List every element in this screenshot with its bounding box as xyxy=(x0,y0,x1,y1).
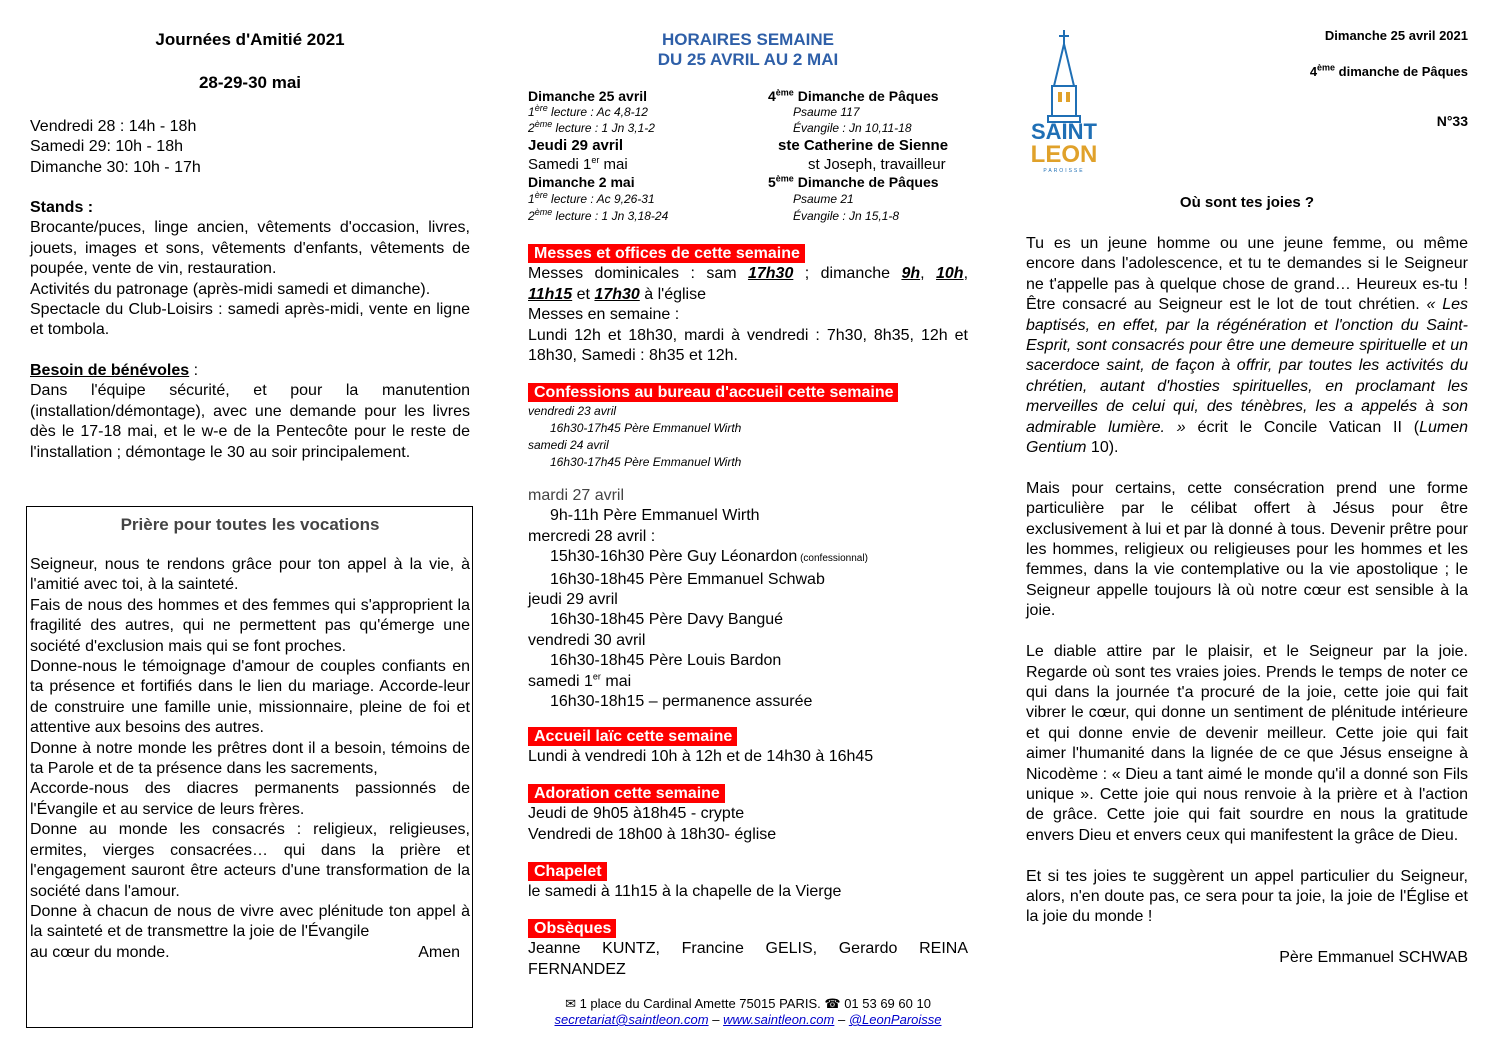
chapelet-text: le samedi à 11h15 à la chapelle de la Vierge xyxy=(528,883,842,901)
footer-links: secretariat@saintleon.com – www.saintleon.com – @LeonParoisse xyxy=(554,1012,942,1027)
stands-heading: Stands : xyxy=(30,199,94,216)
stands-text: Brocante/puces, linge ancien, vêtements d'occasion, livres, jouets, images et sons, vêtements d'enfants, vêtements de poupée, vente de vin, restauration. xyxy=(30,219,470,278)
accueil-heading: Accueil laïc cette semaine xyxy=(528,727,737,746)
obseques-section xyxy=(528,919,968,980)
horaires-title-line1: HORAIRES SEMAINE xyxy=(662,30,834,49)
journees-title: Journées d'Amitié 2021 xyxy=(155,30,345,49)
editorial-body xyxy=(1026,234,1468,969)
liturgy-day xyxy=(528,156,968,174)
confession-slot: 16h30-18h45 Père Emmanuel Schwab xyxy=(550,570,825,588)
prayer-paragraph: Accorde-nous des diacres permanents passionnés de l'Évangile et au service de leurs frères. xyxy=(30,780,470,818)
confession-day: mercredi 28 avril : xyxy=(528,527,656,545)
masses-sunday-line: Messes dominicales : sam 17h30 ; dimanche 9h, 10h, xyxy=(528,265,969,283)
psalm: Psaume 117 xyxy=(793,105,860,119)
horaires-title xyxy=(528,30,968,70)
footer-address: 1 place du Cardinal Amette 75015 PARIS. xyxy=(579,996,821,1011)
bulletin-sunday: 4ème dimanche de Pâques xyxy=(1309,62,1468,79)
logo-saint: SAINT xyxy=(1031,119,1097,144)
confession-day: vendredi 30 avril xyxy=(528,631,646,649)
prayer-paragraph: Donne au monde les consacrés : religieux, religieuses, ermites, vierges consacrées… qui dans la prière et l'engagement sauront être acteurs d'une transformation de la société dans l'amour. xyxy=(30,821,470,900)
confessions-week xyxy=(528,486,968,712)
journees-dates: 28-29-30 mai xyxy=(198,73,302,92)
liturgy-day xyxy=(528,88,968,104)
editorial-title: Où sont tes joies ? xyxy=(1179,194,1315,211)
adoration-section xyxy=(528,784,968,845)
hours-list xyxy=(30,117,470,178)
confession-day: jeudi 29 avril xyxy=(528,591,618,609)
accueil-text: Lundi à vendredi 10h à 12h et de 14h30 à 16h45 xyxy=(528,748,874,766)
masses-weekday-text: Lundi 12h et 18h30, mardi à vendredi : 7h30, 8h35, 12h et 18h30, Samedi : 8h35 et 12h. xyxy=(528,326,968,365)
gospel: Évangile : Jn 15,1-8 xyxy=(793,208,900,223)
prayer-paragraphs xyxy=(30,555,470,963)
prayer-last-text: au cœur du monde. xyxy=(30,943,170,961)
masses-heading: Messes et offices de cette semaine xyxy=(528,244,805,263)
masses-sunday-line2: 11h15 et 17h30 à l'église xyxy=(528,285,706,303)
prayer-paragraph: Donne à chacun de nous de vivre avec plénitude ton appel à la sainteté et de transmettre la joie de l'Évangile xyxy=(30,902,470,941)
editorial-signature: Père Emmanuel SCHWAB xyxy=(1279,949,1468,967)
confession-slot: 16h30-18h45 Père Louis Bardon xyxy=(550,652,782,670)
liturgy-calendar xyxy=(528,88,968,224)
confession-day: samedi 1er mai xyxy=(528,671,632,690)
liturgy-day-date: Samedi 1er mai xyxy=(528,155,628,174)
gospel: Évangile : Jn 10,11-18 xyxy=(793,121,912,136)
masses-section xyxy=(528,244,968,366)
prayer-paragraph: Donne à notre monde les prêtres dont il a besoin, témoins de ta Parole et de ta présence dans les sacrements, xyxy=(30,739,470,778)
volunteers-section xyxy=(30,361,470,463)
liturgy-day-feast: st Joseph, travailleur xyxy=(808,156,946,174)
liturgy-day xyxy=(528,136,968,156)
obseques-text: Jeanne KUNTZ, Francine GELIS, Gerardo REINA FERNANDEZ xyxy=(528,940,968,978)
liturgy-day xyxy=(528,174,968,191)
confession-slot: 16h30-18h45 Père Davy Bangué xyxy=(550,611,784,629)
editorial-paragraph: Le diable attire par le plaisir, et le Seigneur par la joie. Regarde où sont tes vraies joies. Prends le temps de noter ce qui dans la journée t'a procuré de la joie, cette joie qui fait vibrer le cœur, qui donne un sentiment de plénitude intérieure et qui donne envie de devenir meilleur. Cette joie qui fait aimer l'humanité dans la lignée de ce que Jésus enseigne à Nicodème : « Dieu a tant aimé le monde qu'il a donné son Fils unique ». Cette joie qui nous renvoie à la prière et à l'action de grâce. Cette joie qui fait sourdre en nous la gratitude envers Dieu et envers ceux qui manifestent la grâce de Dieu. xyxy=(1026,643,1468,844)
liturgy-day-feast: 5ème Dimanche de Pâques xyxy=(768,173,939,191)
hours-friday: Vendredi 28 : 14h - 18h xyxy=(30,118,197,135)
parish-logo xyxy=(1028,28,1100,178)
prayer-content xyxy=(30,515,470,963)
envelope-icon: ✉ xyxy=(565,996,576,1011)
confession-slot: 16h30-17h45 Père Emmanuel Wirth xyxy=(550,421,742,435)
prayer-amen: Amen xyxy=(418,943,460,961)
prayer-paragraph: Seigneur, nous te rendons grâce pour ton appel à la vie, à l'amitié avec toi, à la sainteté. xyxy=(30,556,470,594)
masses-weekday-title: Messes en semaine : xyxy=(528,306,680,324)
horaires-title-line2: DU 25 AVRIL AU 2 MAI xyxy=(657,50,839,69)
confessions-section xyxy=(528,383,968,471)
footer-website-link[interactable]: www.saintleon.com xyxy=(723,1012,835,1027)
footer-phone: 01 53 69 60 10 xyxy=(844,996,931,1011)
accueil-section xyxy=(528,727,968,768)
chapelet-section xyxy=(528,862,968,903)
confessions-past xyxy=(528,403,968,471)
volunteers-heading: Besoin de bénévoles xyxy=(30,362,190,379)
confession-slot: 9h-11h Père Emmanuel Wirth xyxy=(550,507,760,525)
editorial-paragraph: Mais pour certains, cette consécration prend une forme particulière par le célibat offert à Jésus pour être exclusivement à lui et par là donné à tous. Devenir prêtre pour les hommes, religieux ou religieuses pour les hommes et les femmes, dans la vie contemplative ou la vie apostolique ; le Seigneur appelle toujours là où notre cœur est sensible à la joie. xyxy=(1026,479,1468,620)
liturgy-day-feast: ste Catherine de Sienne xyxy=(778,137,949,155)
reading-line: 2ème lecture : 1 Jn 3,1-2 Évangile : Jn 10,11-18 xyxy=(528,119,912,136)
reading-line: 2ème lecture : 1 Jn 3,18-24 Évangile : Jn 15,1-8 xyxy=(528,206,900,223)
bulletin-date: Dimanche 25 avril 2021 xyxy=(1324,28,1468,43)
prayer-paragraph: Donne-nous le témoignage d'amour de couples confiants en ta présence et fortifiés dans le lien du mariage. Accorde-leur de construire une famille unie, missionnaire, pleine de foi et attentive aux besoins des autres. xyxy=(30,658,470,737)
logo-paroisse: PAROISSE xyxy=(1043,168,1085,174)
editorial-paragraph: Et si tes joies te suggèrent un appel particulier du Seigneur, alors, n'en doute pas, ce sera pour ta joie, la joie de l'Église et la joie du monde ! xyxy=(1026,867,1468,926)
volunteers-colon: : xyxy=(189,362,199,379)
adoration-friday: Vendredi de 18h00 à 18h30- église xyxy=(528,825,777,843)
obseques-heading: Obsèques xyxy=(528,919,616,938)
reading-line: 1ère lecture : Ac 9,26-31 Psaume 21 xyxy=(528,190,854,207)
liturgy-day-date: Jeudi 29 avril xyxy=(528,137,624,155)
spectacle-text: Spectacle du Club-Loisirs : samedi après-midi, vente en ligne et tombola. xyxy=(30,301,470,339)
hours-sunday: Dimanche 30: 10h - 17h xyxy=(30,158,201,176)
editorial-paragraph: Tu es un jeune homme ou une jeune femme, ou même encore dans l'adolescence, et tu te demandes si le Seigneur ne t'appelle pas à quelque chose de grand… Heureux es-tu ! Être consacré au Seigneur est le lot de tout chrétien. « Les baptisés, en effet, par la régénération et l'onction du Saint-Esprit, sont consacrés pour être une demeure spirituelle et un sacerdoce saint, de façon à offrir, par toutes les activités du chrétien, autant d'hosties spirituelles, en proclamant les merveilles de celui qui, des ténèbres, les a appelés à son admirable lumière. » écrit le Concile Vatican II (Lumen Gentium 10). xyxy=(1026,235,1469,457)
footer xyxy=(528,996,968,1028)
reading-line: 1ère lecture : Ac 4,8-12 Psaume 117 xyxy=(528,103,860,119)
footer-email-link[interactable]: secretariat@saintleon.com xyxy=(554,1012,709,1027)
chapelet-heading: Chapelet xyxy=(528,862,607,881)
stands-section xyxy=(30,198,470,341)
adoration-thursday: Jeudi de 9h05 à18h45 - crypte xyxy=(528,805,745,823)
confession-day: vendredi 23 avril xyxy=(528,404,617,418)
activities-text: Activités du patronage (après-midi samedi et dimanche). xyxy=(30,280,431,298)
prayer-paragraph: Fais de nous des hommes et des femmes qui s'approprient la fragilité des autres, qui ne permettent pas qu'émerge une société d'exclusion mais qui se font proches. xyxy=(30,596,470,655)
confessions-heading: Confessions au bureau d'accueil cette semaine xyxy=(528,383,898,402)
confession-slot: 15h30-16h30 Père Guy Léonardon (confessionnal) xyxy=(550,548,868,566)
bulletin-number: N°33 xyxy=(1436,113,1468,129)
phone-icon: ☎ xyxy=(824,996,841,1011)
confession-slot: 16h30-18h15 – permanence assurée xyxy=(550,693,813,711)
confession-day: samedi 24 avril xyxy=(528,438,609,452)
prayer-last-line xyxy=(30,943,470,963)
confession-slot: 16h30-17h45 Père Emmanuel Wirth xyxy=(550,455,742,469)
footer-social-link[interactable]: @LeonParoisse xyxy=(848,1012,942,1027)
adoration-heading: Adoration cette semaine xyxy=(528,784,725,803)
footer-address-line xyxy=(528,996,968,1012)
confession-day: mardi 27 avril xyxy=(528,487,625,504)
liturgy-day-feast: 4ème Dimanche de Pâques xyxy=(768,87,939,104)
prayer-title: Prière pour toutes les vocations xyxy=(120,515,380,534)
psalm: Psaume 21 xyxy=(793,192,854,207)
liturgy-day-date: Dimanche 2 mai xyxy=(528,174,635,191)
hours-saturday: Samedi 29: 10h - 18h xyxy=(30,138,183,156)
volunteers-text: Dans l'équipe sécurité, et pour la manutention (installation/démontage), avec une demande pour les livres dès le 17-18 mai, et le w-e de la Pentecôte pour le reste de l'installation ; démontage le 30 au soir principalement. xyxy=(30,382,470,461)
logo-leon: LEON xyxy=(1030,141,1098,168)
liturgy-day-date: Dimanche 25 avril xyxy=(528,88,648,104)
